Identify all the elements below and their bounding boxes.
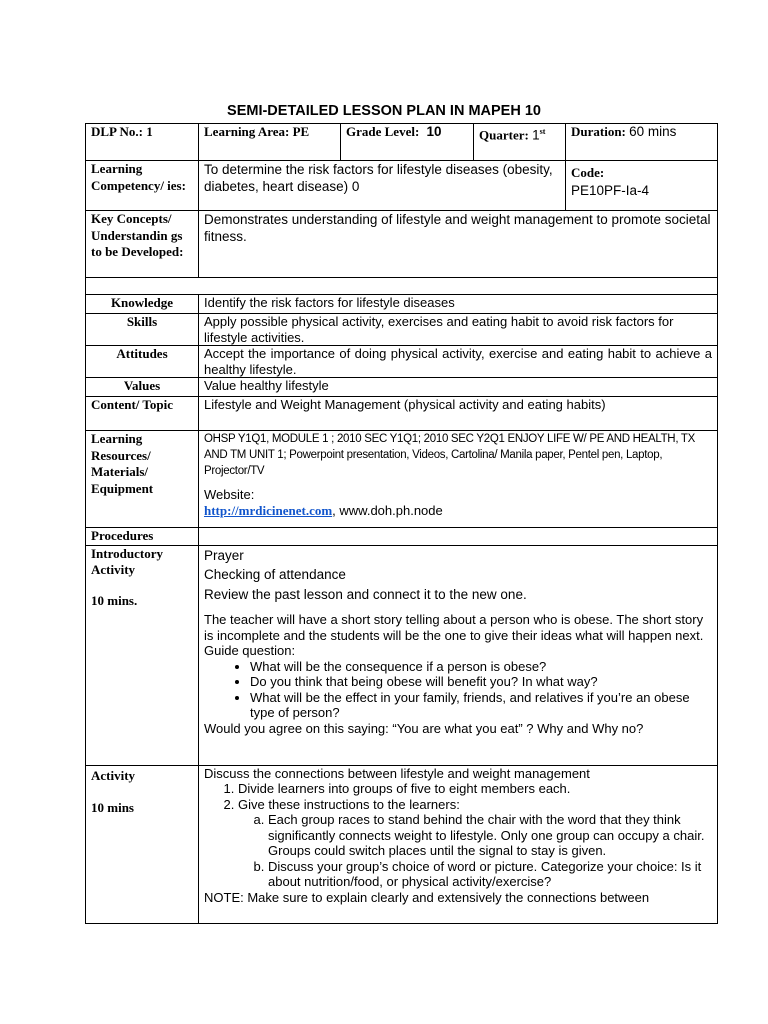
key-concepts-text: Demonstrates understanding of lifestyle and weight management to promote societal fitness. (199, 211, 718, 278)
activity-note: NOTE: Make sure to explain clearly and extensively the connections between (204, 889, 650, 905)
website-extra: , www.doh.ph.node (332, 502, 443, 518)
content-text: Lifestyle and Weight Management (physical activity and eating habits) (199, 397, 718, 431)
procedures-label: Procedures (86, 528, 199, 546)
domain-text: Identify the risk factors for lifestyle diseases (199, 295, 718, 314)
content-label: Content/ Topic (86, 397, 199, 431)
introductory-row (86, 545, 718, 765)
domain-text: Value healthy lifestyle (199, 378, 718, 397)
resources-cell (199, 431, 718, 528)
resources-row (86, 431, 718, 528)
list-item: b. Discuss your group’s choice of word or picture. Categorize your choice: Is it about nutrition/food, or physical activity/exercise? (268, 859, 712, 890)
competency-text: To determine the risk factors for lifestyle diseases (obesity, diabetes, heart disease) 0 (199, 161, 566, 211)
activity-substeps (238, 812, 712, 890)
domain-row-skills (86, 314, 718, 346)
intro-closing: Would you agree on this saying: “You are what you eat” ? Why and Why no? (204, 720, 644, 736)
code-value: PE10PF-Ia-4 (571, 182, 650, 198)
competency-label: Learning Competency/ ies: (86, 161, 199, 211)
learning-area-cell: Learning Area: PE (199, 124, 341, 161)
list-item: 2. Give these instructions to the learners: a. Each group races to stand behind the chair with the word that they think significantly connects weight to lifestyle. Only one group can occupy a chair. Groups could switch places until the signal to stay is given. b. Discuss your group’s choice of word or picture. Categorize your choice: Is it about nutrition/food, or physical activity/exercise? (238, 797, 712, 890)
procedures-row (86, 528, 718, 546)
guide-question-list (204, 659, 712, 721)
domain-label: Attitudes (86, 346, 199, 378)
activity-intro: Discuss the connections between lifestyle and weight management (204, 765, 590, 781)
intro-line: Prayer (204, 547, 244, 563)
domain-label: Values (86, 378, 199, 397)
domain-row-values (86, 378, 718, 397)
intro-line: Review the past lesson and connect it to the new one. (204, 586, 527, 602)
lesson-plan-table (85, 123, 718, 924)
domain-text: Apply possible physical activity, exercises and eating habit to avoid risk factors for lifestyle activities. (199, 314, 718, 346)
grade-level-cell: Grade Level: 10 (341, 124, 474, 161)
dlp-cell: DLP No.: 1 (86, 124, 199, 161)
website-label: Website: (204, 487, 255, 502)
quarter-cell: Quarter: 1st (474, 124, 566, 161)
page-title: SEMI-DETAILED LESSON PLAN IN MAPEH 10 (227, 103, 541, 119)
domain-label: Skills (86, 314, 199, 346)
header-row (86, 124, 718, 161)
activity-steps (204, 781, 712, 890)
list-item: • What will be the effect in your family, friends, and relatives if you’re an obese type of person? (250, 690, 712, 721)
domain-label: Knowledge (86, 295, 199, 314)
introductory-content (199, 545, 718, 765)
list-item: • What will be the consequence if a person is obese? (250, 659, 712, 675)
guide-question-label: Guide question: (204, 643, 296, 658)
content-row (86, 397, 718, 431)
website-link[interactable]: http://mrdicinenet.com (204, 502, 333, 518)
resources-label: Learning Resources/ Materials/ Equipment (86, 431, 199, 528)
activity-content (199, 765, 718, 923)
domain-text: Accept the importance of doing physical activity, exercise and eating habit to achieve a healthy lifestyle. (199, 346, 718, 378)
introductory-label: Introductory Activity (91, 545, 163, 577)
activity-label-cell (86, 765, 199, 923)
list-item: 1. Divide learners into groups of five to eight members each. (238, 781, 712, 797)
spacer-row (86, 278, 718, 295)
list-item: • Do you think that being obese will benefit you? In what way? (250, 674, 712, 690)
intro-line: Checking of attendance (204, 567, 346, 582)
resources-text: OHSP Y1Q1, MODULE 1 ; 2010 SEC Y1Q1; 2010 SEC Y2Q1 ENJOY LIFE W/ PE AND HEALTH, TX AND TM UNIT 1; Powerpoint presentation, Videos, Cartolina/ Manila paper, Pentel pen, Laptop, Projector/TV (204, 433, 695, 477)
list-item: a. Each group races to stand behind the chair with the word that they think significantly connects weight to lifestyle. Only one group can occupy a chair. Groups could switch places until the signal to stay is given. (268, 812, 712, 859)
competency-row (86, 161, 718, 211)
activity-time: 10 mins (91, 800, 134, 815)
domain-row-knowledge (86, 295, 718, 314)
introductory-time: 10 mins. (91, 592, 138, 608)
code-label: Code: (571, 165, 605, 180)
duration-cell: Duration: 60 mins (566, 124, 718, 161)
activity-label: Activity (91, 767, 136, 783)
code-cell (566, 161, 718, 211)
domain-row-attitudes (86, 346, 718, 378)
key-concepts-row (86, 211, 718, 278)
activity-row (86, 765, 718, 923)
intro-story: The teacher will have a short story telling about a person who is obese. The short story is incomplete and the students will be the one to give their ideas what will happen next. (204, 612, 704, 643)
introductory-label-cell (86, 545, 199, 765)
key-concepts-label: Key Concepts/ Understandin gs to be Developed: (86, 211, 199, 278)
